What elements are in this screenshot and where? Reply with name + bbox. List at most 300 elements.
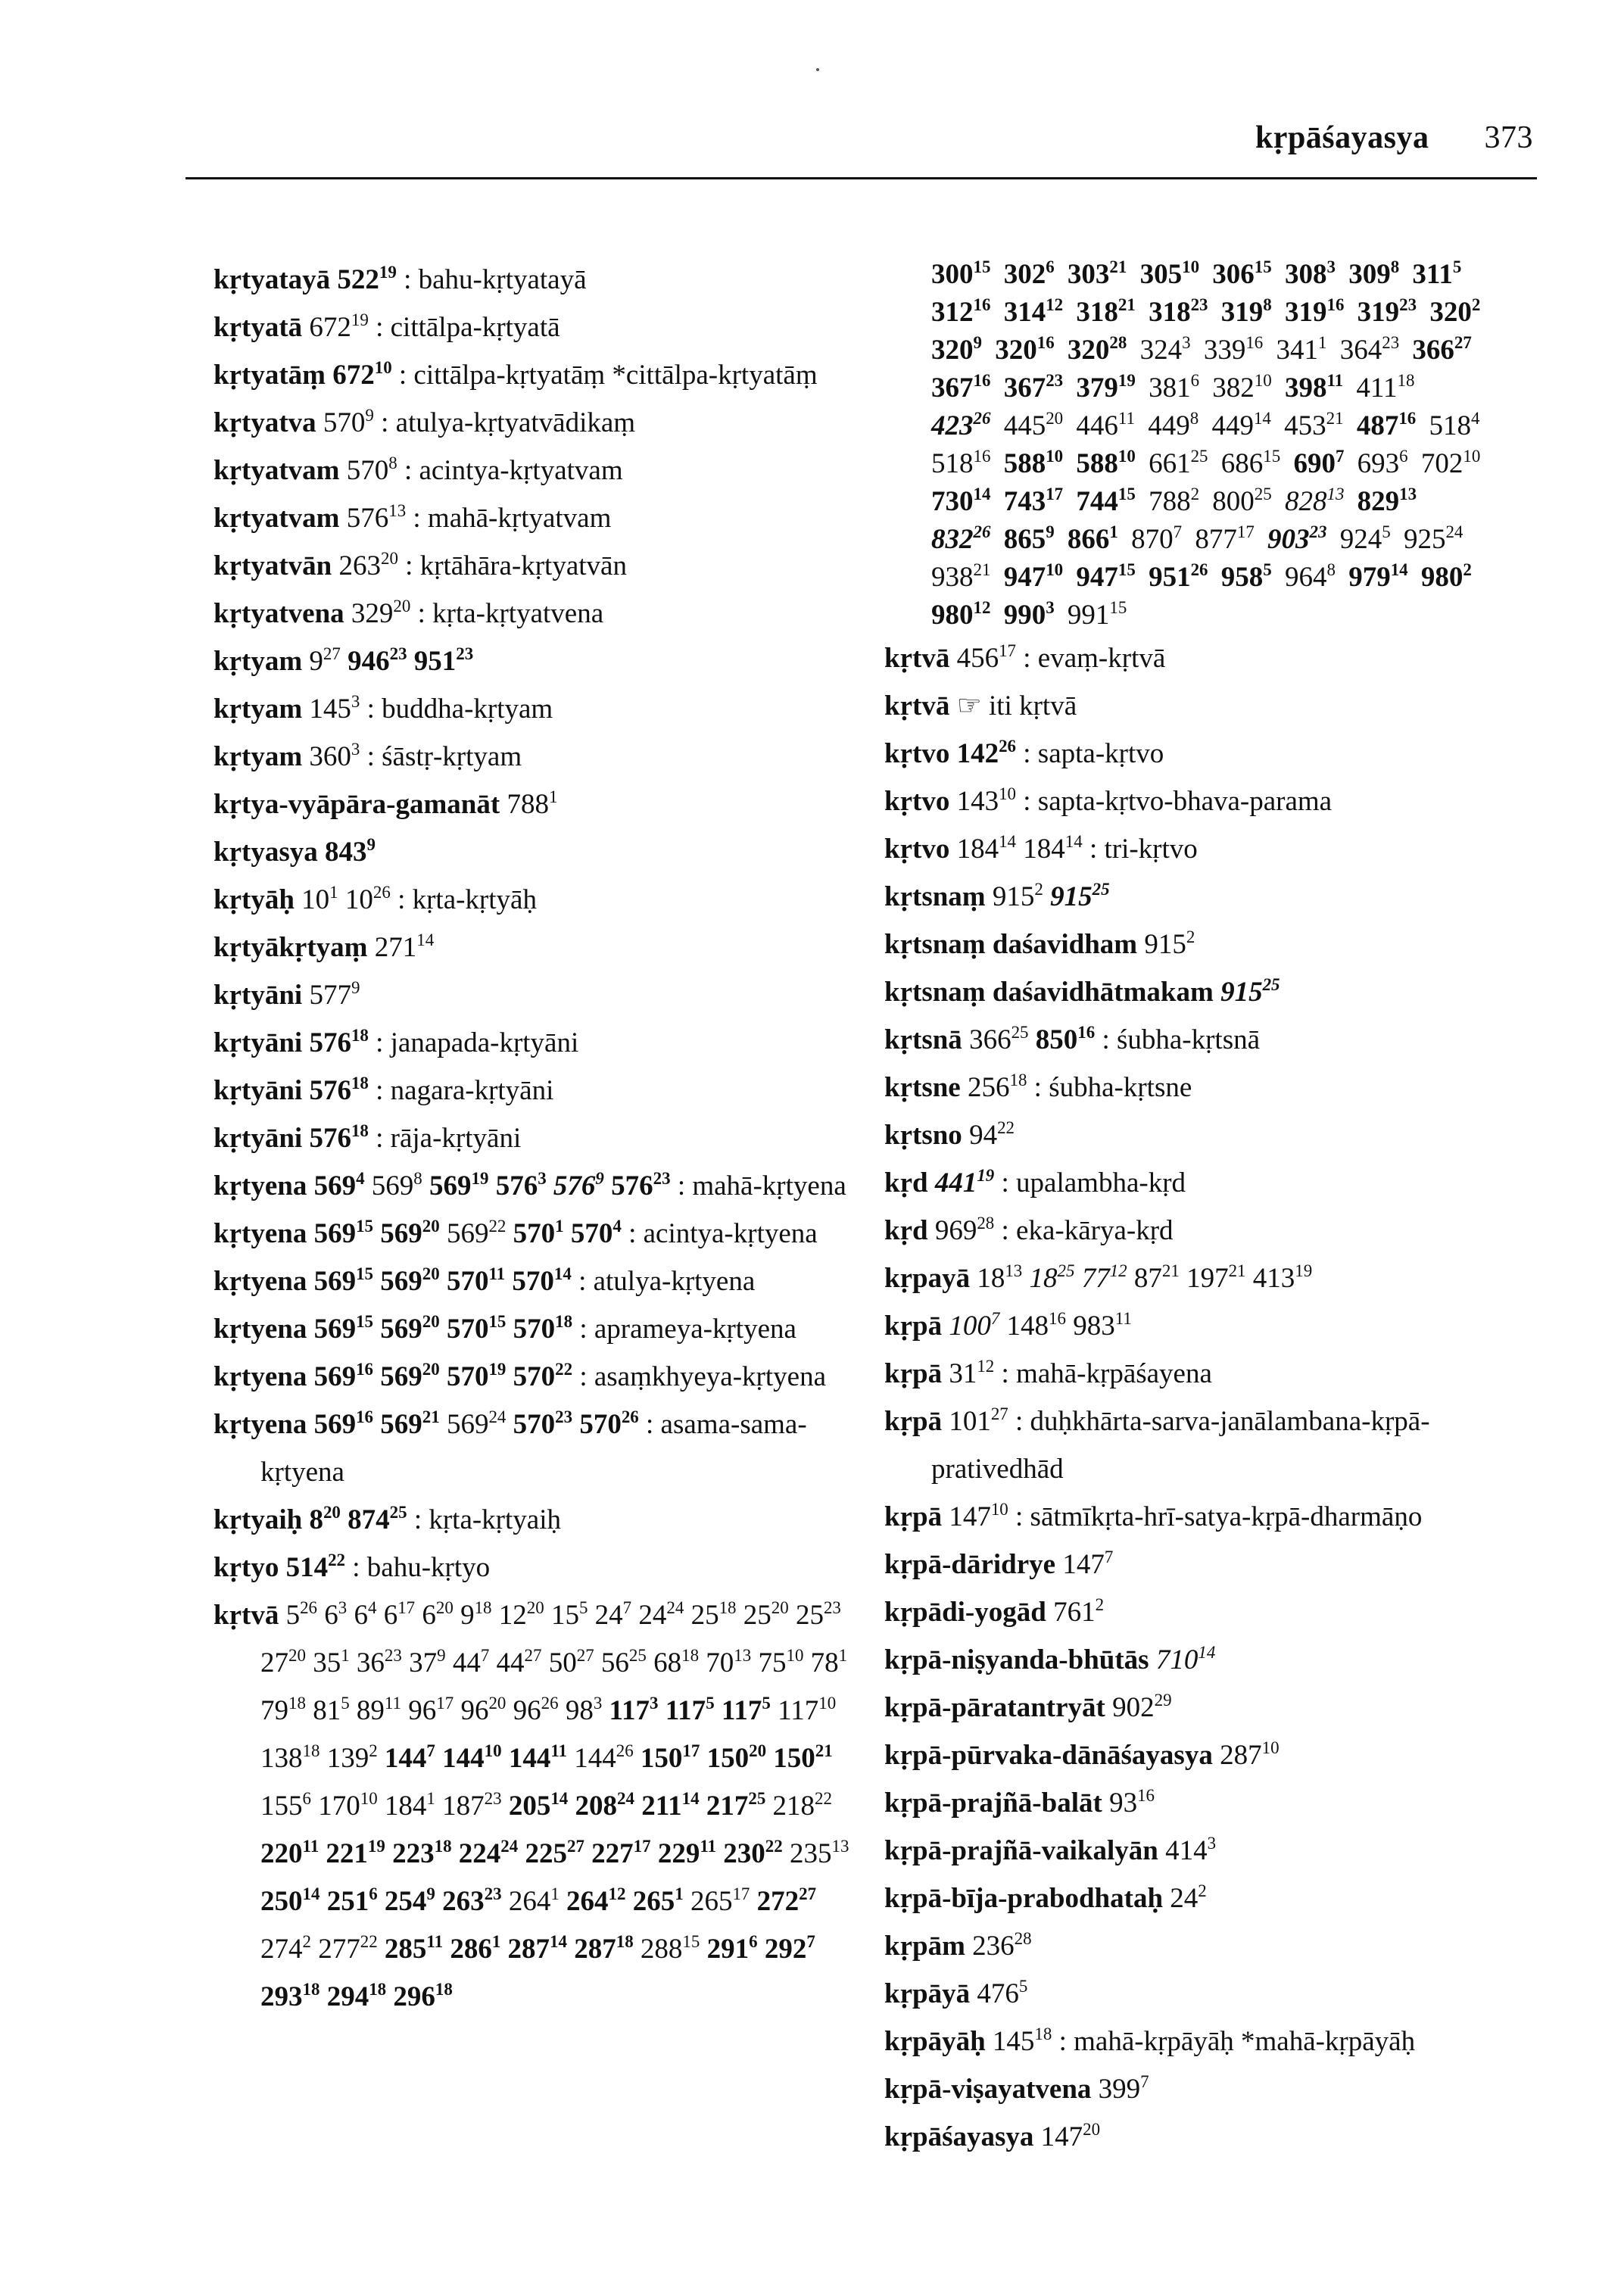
page-number-ref: 570 bbox=[570, 1218, 613, 1249]
page-reference bbox=[1220, 974, 1280, 1008]
line-number-ref: 3 bbox=[1207, 1833, 1217, 1853]
page-number-ref: 990 bbox=[1003, 600, 1046, 631]
line-number-ref: 11 bbox=[1326, 370, 1344, 390]
continuation-references bbox=[884, 256, 1535, 634]
line-number-ref: 25 bbox=[748, 1788, 766, 1808]
page-number-ref: 312 bbox=[931, 297, 974, 328]
page-number-ref: 915 bbox=[1220, 977, 1263, 1008]
page-number-ref: 150 bbox=[773, 1743, 815, 1774]
page-number-ref: 874 bbox=[348, 1504, 390, 1535]
line-number-ref: 20 bbox=[1046, 408, 1064, 428]
page-reference bbox=[260, 1788, 311, 1822]
page-reference bbox=[1276, 332, 1327, 366]
line-number-ref: 25 bbox=[389, 1502, 407, 1522]
entry-headword: kṛtya-vyāpāra-gamanāt bbox=[214, 789, 500, 820]
page-reference bbox=[1211, 410, 1270, 441]
page-number-ref: 291 bbox=[706, 1934, 750, 1965]
page-number-ref: 68 bbox=[653, 1647, 682, 1678]
page-number-ref: 686 bbox=[1220, 448, 1264, 479]
page-reference bbox=[1221, 448, 1280, 479]
page-number-ref: 117 bbox=[609, 1695, 650, 1726]
page-reference bbox=[375, 932, 434, 963]
page-number-ref: 947 bbox=[1003, 562, 1046, 593]
line-number-ref: 5 bbox=[1018, 1976, 1028, 1996]
line-number-ref: 8 bbox=[1189, 408, 1199, 428]
line-number-ref: 21 bbox=[1117, 295, 1136, 314]
page-reference bbox=[1357, 410, 1416, 441]
line-number-ref: 26 bbox=[973, 408, 991, 428]
page-number-ref: 286 bbox=[450, 1934, 492, 1965]
line-number-ref: 26 bbox=[999, 736, 1017, 756]
line-number-ref: 7 bbox=[480, 1645, 490, 1665]
page-number-ref: 265 bbox=[632, 1886, 675, 1917]
page-reference bbox=[409, 1647, 445, 1678]
line-number-ref: 9 bbox=[366, 834, 376, 854]
entry-gloss: : asaṃkhyeya-kṛtyena bbox=[579, 1361, 826, 1392]
index-entry bbox=[884, 1970, 1535, 2018]
page-number-ref: 205 bbox=[508, 1791, 551, 1822]
page-reference bbox=[314, 1170, 365, 1202]
page-number-ref: 569 bbox=[380, 1361, 422, 1392]
entry-headword: kṛtyatvam bbox=[214, 455, 340, 486]
line-number-ref: 1 bbox=[329, 882, 338, 902]
entry-gloss: : janapada-kṛtyāni bbox=[376, 1027, 579, 1058]
left-column bbox=[214, 256, 865, 2021]
page-reference bbox=[460, 1597, 492, 1631]
line-number-ref: 19 bbox=[1117, 370, 1136, 390]
reference-line bbox=[931, 445, 1535, 483]
page-number-ref: 320 bbox=[1067, 335, 1110, 366]
page-number-ref: 144 bbox=[442, 1743, 485, 1774]
line-number-ref: 8 bbox=[1263, 295, 1272, 314]
page-reference bbox=[372, 1170, 422, 1202]
page-reference bbox=[260, 1981, 320, 2012]
page-reference bbox=[285, 1597, 318, 1631]
line-number-ref: 16 bbox=[1398, 408, 1417, 428]
line-number-ref: 28 bbox=[1109, 332, 1127, 352]
index-entry bbox=[214, 1019, 865, 1067]
line-number-ref: 19 bbox=[977, 1165, 995, 1185]
index-entry bbox=[884, 1875, 1535, 1922]
line-number-ref: 24 bbox=[617, 1788, 634, 1808]
page-number-ref: 9 bbox=[460, 1600, 475, 1631]
line-number-ref: 25 bbox=[628, 1645, 647, 1665]
page-reference bbox=[513, 1311, 573, 1345]
page-reference bbox=[1340, 524, 1391, 555]
index-entry bbox=[214, 399, 865, 447]
page-number-ref: 263 bbox=[442, 1886, 485, 1917]
line-number-ref: 11 bbox=[302, 1836, 320, 1856]
line-number-ref: 3 bbox=[338, 1597, 348, 1617]
page-number-ref: 70 bbox=[706, 1647, 734, 1678]
page-reference bbox=[380, 1266, 439, 1297]
index-entry bbox=[214, 1305, 865, 1353]
index-entry bbox=[884, 1016, 1535, 1064]
line-number-ref: 14 bbox=[681, 1788, 700, 1808]
page-number-ref: 569 bbox=[313, 1170, 357, 1202]
line-number-ref: 20 bbox=[435, 1597, 454, 1617]
page-number-ref: 6 bbox=[383, 1600, 398, 1631]
line-number-ref: 18 bbox=[474, 1597, 492, 1617]
entry-gloss: : kṛta-kṛtyaiḥ bbox=[413, 1504, 561, 1535]
page-number-ref: 938 bbox=[931, 562, 974, 593]
page-number-ref: 570 bbox=[446, 1361, 489, 1392]
line-number-ref: 18 bbox=[302, 1741, 320, 1760]
entry-headword: kṛtyasya bbox=[214, 837, 318, 868]
entry-gloss: : bahu-kṛtyo bbox=[352, 1552, 491, 1583]
page-reference bbox=[969, 1117, 1015, 1151]
page-number-ref: 570 bbox=[446, 1314, 489, 1345]
entry-headword: kṛpā bbox=[884, 1311, 943, 1342]
page-number-ref: 318 bbox=[1076, 297, 1118, 328]
entry-headword: kṛpāyāḥ bbox=[884, 2026, 986, 2057]
page-reference bbox=[579, 1409, 638, 1440]
page-reference bbox=[758, 1647, 803, 1678]
line-number-ref: 25 bbox=[1092, 879, 1110, 899]
page-reference bbox=[442, 1743, 501, 1774]
page-reference bbox=[574, 1931, 634, 1965]
page-reference bbox=[957, 643, 1016, 674]
page-reference bbox=[260, 1838, 319, 1869]
page-number-ref: 576 bbox=[553, 1170, 596, 1202]
line-number-ref: 21 bbox=[422, 1407, 440, 1426]
page-reference bbox=[601, 1647, 647, 1678]
line-number-ref: 23 bbox=[1382, 332, 1400, 352]
line-number-ref: 20 bbox=[380, 548, 398, 568]
page-reference bbox=[1109, 1785, 1155, 1819]
line-number-ref: 7 bbox=[1335, 446, 1345, 466]
page-reference bbox=[326, 1838, 385, 1869]
page-number-ref: 27 bbox=[260, 1647, 288, 1678]
page-reference bbox=[313, 1647, 349, 1678]
page-reference bbox=[1284, 559, 1336, 593]
line-number-ref: 3 bbox=[1046, 597, 1055, 617]
line-number-ref: 7 bbox=[426, 1741, 435, 1760]
page-number-ref: 865 bbox=[1003, 524, 1046, 555]
page-reference bbox=[429, 1170, 488, 1202]
page-reference bbox=[393, 1981, 452, 2012]
page-reference bbox=[384, 1931, 444, 1965]
page-reference bbox=[1003, 597, 1055, 631]
page-reference bbox=[1006, 1308, 1066, 1342]
page-number-ref: 969 bbox=[934, 1215, 977, 1246]
line-number-ref: 1 bbox=[341, 1645, 350, 1665]
entry-headword: kṛtyāni bbox=[214, 1123, 303, 1154]
line-number-ref: 13 bbox=[388, 500, 407, 520]
line-number-ref: 22 bbox=[997, 1117, 1015, 1137]
page-reference bbox=[553, 1170, 604, 1202]
page-number-ref: 983 bbox=[1073, 1311, 1115, 1342]
page-number-ref: 93 bbox=[1109, 1788, 1138, 1819]
page-number-ref: 155 bbox=[260, 1791, 303, 1822]
entry-headword: kṛpā-viṣayatvena bbox=[884, 2074, 1092, 2105]
line-number-ref: 4 bbox=[356, 1168, 365, 1188]
page-reference bbox=[260, 1695, 306, 1726]
page-reference bbox=[1285, 486, 1344, 517]
page-reference bbox=[1348, 259, 1399, 290]
line-number-ref: 15 bbox=[356, 1264, 374, 1283]
line-number-ref: 13 bbox=[1005, 1261, 1023, 1280]
line-number-ref: 6 bbox=[302, 1788, 311, 1808]
page-number-ref: 10 bbox=[344, 884, 373, 915]
page-number-ref: 184 bbox=[956, 834, 999, 865]
page-reference bbox=[327, 1886, 378, 1917]
line-number-ref: 2 bbox=[369, 1741, 378, 1760]
entry-gloss: : cittālpa-kṛtyatāṃ *cittālpa-kṛtyatāṃ bbox=[398, 360, 818, 391]
line-number-ref: 9 bbox=[437, 1645, 446, 1665]
line-number-ref: 4 bbox=[613, 1216, 622, 1236]
page-reference bbox=[641, 1743, 700, 1774]
line-number-ref: 22 bbox=[360, 1931, 378, 1951]
page-reference bbox=[460, 1695, 506, 1726]
line-number-ref: 1 bbox=[548, 787, 558, 806]
entry-headword: kṛtvo bbox=[884, 738, 950, 769]
line-number-ref: 12 bbox=[977, 1356, 995, 1376]
running-head: kṛpāśayasya bbox=[1255, 120, 1429, 155]
entry-headword: kṛtsnā bbox=[884, 1024, 962, 1055]
page-reference bbox=[309, 1027, 368, 1058]
line-number-ref: 11 bbox=[384, 1693, 401, 1713]
page-number-ref: 138 bbox=[260, 1743, 303, 1774]
index-entry bbox=[214, 256, 865, 304]
entry-headword: kṛpā-bīja-prabodhataḥ bbox=[884, 1883, 1164, 1914]
page-reference bbox=[508, 1788, 569, 1822]
page-number-ref: 411 bbox=[1356, 372, 1398, 404]
page-reference bbox=[1004, 524, 1055, 555]
line-number-ref: 18 bbox=[435, 1979, 453, 1999]
line-number-ref: 17 bbox=[732, 1884, 750, 1903]
entry-gloss: : tri-kṛtvo bbox=[1089, 834, 1198, 865]
line-number-ref: 10 bbox=[990, 1499, 1008, 1519]
line-number-ref: 9 bbox=[426, 1884, 435, 1903]
page-reference bbox=[513, 1218, 564, 1249]
page-number-ref: 991 bbox=[1067, 600, 1110, 631]
entry-headword: kṛtyena bbox=[214, 1218, 307, 1249]
page-number-ref: 150 bbox=[706, 1743, 750, 1774]
page-number-ref: 453 bbox=[1284, 410, 1326, 441]
line-number-ref: 2 bbox=[1186, 927, 1195, 946]
page-number-ref: 6 bbox=[324, 1600, 338, 1631]
page-number-ref: 117 bbox=[721, 1695, 762, 1726]
line-number-ref: 10 bbox=[786, 1645, 804, 1665]
line-number-ref: 12 bbox=[608, 1884, 626, 1903]
line-number-ref: 20 bbox=[323, 1502, 341, 1522]
index-entry bbox=[214, 1544, 865, 1591]
reference-line bbox=[931, 597, 1535, 634]
page-number-ref: 50 bbox=[548, 1647, 577, 1678]
page-reference bbox=[931, 448, 990, 479]
page-reference bbox=[1140, 259, 1199, 290]
line-number-ref: 3 bbox=[538, 1168, 547, 1188]
page-number-ref: 569 bbox=[371, 1170, 414, 1202]
line-number-ref: 20 bbox=[488, 1693, 507, 1713]
page-reference bbox=[385, 1886, 435, 1917]
line-number-ref: 14 bbox=[416, 930, 435, 949]
reference-line bbox=[931, 407, 1535, 445]
page-reference bbox=[1357, 486, 1417, 517]
page-reference bbox=[337, 264, 396, 295]
page-number-ref: 487 bbox=[1356, 410, 1399, 441]
page-number-ref: 925 bbox=[1403, 524, 1446, 555]
page-number-ref: 569 bbox=[446, 1218, 489, 1249]
line-number-ref: 18 bbox=[555, 1311, 573, 1331]
line-number-ref: 21 bbox=[1109, 257, 1127, 276]
page-number-ref: 367 bbox=[931, 372, 974, 404]
page-number-ref: 292 bbox=[764, 1934, 807, 1965]
page-reference bbox=[318, 1931, 378, 1965]
entry-headword: kṛtyāni bbox=[214, 980, 303, 1011]
entry-headword: kṛpā-pāratantryāt bbox=[884, 1692, 1105, 1723]
line-number-ref: 17 bbox=[397, 1597, 416, 1617]
page-number-ref: 303 bbox=[1067, 259, 1110, 290]
line-number-ref: 2 bbox=[1463, 559, 1472, 579]
page-reference bbox=[1004, 448, 1063, 479]
page-reference bbox=[931, 559, 991, 593]
page-number-ref: 569 bbox=[313, 1218, 357, 1249]
page-number-ref: 518 bbox=[931, 448, 974, 479]
index-entry bbox=[884, 1111, 1535, 1159]
entry-gloss: : nagara-kṛtyāni bbox=[376, 1075, 554, 1106]
page-number-ref: 576 bbox=[309, 1027, 351, 1058]
entry-gloss: : upalambha-kṛd bbox=[1001, 1167, 1186, 1198]
entry-headword: kṛtyena bbox=[214, 1314, 307, 1345]
page-reference bbox=[633, 1886, 684, 1917]
page-reference bbox=[1068, 259, 1127, 290]
page-reference bbox=[653, 1647, 699, 1678]
page-reference bbox=[594, 1597, 632, 1631]
page-number-ref: 946 bbox=[348, 646, 390, 677]
index-entry bbox=[884, 873, 1535, 921]
page-number-ref: 915 bbox=[1050, 881, 1093, 912]
page-reference bbox=[301, 884, 338, 915]
page-reference bbox=[357, 1695, 401, 1726]
page-number-ref: 569 bbox=[313, 1361, 357, 1392]
entry-headword: kṛtyatā bbox=[214, 312, 303, 343]
page-number-ref: 577 bbox=[309, 980, 351, 1011]
line-number-ref: 8 bbox=[1390, 257, 1400, 276]
line-number-ref: 10 bbox=[360, 1788, 378, 1808]
line-number-ref: 10 bbox=[1182, 257, 1200, 276]
line-number-ref: 12 bbox=[973, 597, 991, 617]
line-number-ref: 21 bbox=[1326, 408, 1344, 428]
page-number-ref: 569 bbox=[380, 1266, 422, 1297]
page-reference bbox=[969, 1024, 1028, 1055]
line-number-ref: 16 bbox=[1326, 295, 1345, 314]
page-number-ref: 5 bbox=[285, 1600, 301, 1631]
page-number-ref: 287 bbox=[507, 1934, 550, 1965]
line-number-ref: 16 bbox=[1036, 332, 1055, 352]
page-reference bbox=[260, 1931, 311, 1965]
line-number-ref: 23 bbox=[1046, 370, 1064, 390]
page-number-ref: 569 bbox=[313, 1266, 357, 1297]
page-number-ref: 730 bbox=[931, 486, 974, 517]
page-number-ref: 382 bbox=[1212, 372, 1255, 404]
page-reference bbox=[591, 1838, 650, 1869]
page-reference bbox=[309, 1075, 368, 1106]
entry-gloss: : kṛta-kṛtyāḥ bbox=[397, 884, 537, 915]
page-number-ref: 18 bbox=[977, 1263, 1005, 1294]
line-number-ref: 27 bbox=[799, 1884, 817, 1903]
page-number-ref: 309 bbox=[1348, 259, 1391, 290]
line-number-ref: 23 bbox=[1190, 295, 1208, 314]
index-entry bbox=[884, 1541, 1535, 1588]
page-number-ref: 274 bbox=[260, 1934, 303, 1965]
line-number-ref: 25 bbox=[1057, 1261, 1075, 1280]
index-entry bbox=[884, 1588, 1535, 1636]
entry-headword: kṛpā-niṣyanda-bhūtās bbox=[884, 1644, 1149, 1675]
page-reference bbox=[442, 1886, 501, 1917]
page-reference bbox=[1404, 524, 1463, 555]
page-number-ref: 142 bbox=[956, 738, 999, 769]
index-entry bbox=[884, 1731, 1535, 1779]
page-reference bbox=[549, 1647, 594, 1678]
page-number-ref: 449 bbox=[1148, 410, 1190, 441]
line-number-ref: 1 bbox=[491, 1931, 501, 1951]
page-number-ref: 36 bbox=[356, 1647, 385, 1678]
page-reference bbox=[772, 1788, 832, 1822]
page-number-ref: 208 bbox=[575, 1791, 617, 1822]
line-number-ref: 26 bbox=[616, 1741, 634, 1760]
page-number-ref: 78 bbox=[810, 1647, 839, 1678]
page-number-ref: 379 bbox=[1076, 372, 1118, 404]
index-entry bbox=[214, 304, 865, 351]
page-reference bbox=[773, 1743, 832, 1774]
page-reference bbox=[956, 831, 1017, 865]
reference-line bbox=[931, 559, 1535, 597]
page-number-ref: 12 bbox=[498, 1600, 527, 1631]
line-number-ref: 20 bbox=[288, 1645, 306, 1665]
page-reference bbox=[314, 1361, 373, 1392]
page-number-ref: 287 bbox=[1220, 1740, 1262, 1771]
stray-mark bbox=[816, 68, 819, 71]
entry-headword: kṛtyatvam bbox=[214, 503, 340, 534]
page-number-ref: 24 bbox=[638, 1600, 667, 1631]
line-number-ref: 22 bbox=[328, 1550, 346, 1569]
entry-headword: kṛtyena bbox=[214, 1409, 307, 1440]
page-reference bbox=[446, 1311, 507, 1345]
page-reference bbox=[1004, 372, 1063, 404]
page-number-ref: 980 bbox=[931, 600, 974, 631]
entry-headword: kṛpā-prajñā-vaikalyān bbox=[884, 1835, 1158, 1866]
line-number-ref: 15 bbox=[1117, 559, 1136, 579]
entry-headword: kṛtvā bbox=[214, 1600, 279, 1631]
page-number-ref: 277 bbox=[318, 1934, 360, 1965]
entry-headword: kṛtsnaṃ daśavidham bbox=[884, 929, 1138, 960]
page-reference bbox=[1165, 1835, 1216, 1866]
page-reference bbox=[795, 1597, 841, 1631]
entry-gloss: ☞ iti kṛtvā bbox=[956, 690, 1077, 722]
entry-headword: kṛtyatvena bbox=[214, 598, 344, 629]
index-entry bbox=[214, 685, 865, 733]
page-reference bbox=[392, 1838, 451, 1869]
line-number-ref: 24 bbox=[500, 1836, 519, 1856]
page-reference bbox=[1076, 448, 1135, 479]
line-number-ref: 21 bbox=[1161, 1261, 1180, 1280]
page-number-ref: 320 bbox=[931, 335, 974, 366]
page-number-ref: 366 bbox=[1412, 335, 1454, 366]
page-reference bbox=[993, 881, 1043, 912]
page-number-ref: 570 bbox=[513, 1409, 556, 1440]
page-number-ref: 947 bbox=[1076, 562, 1118, 593]
page-number-ref: 230 bbox=[723, 1838, 765, 1869]
page-number-ref: 147 bbox=[1040, 2121, 1083, 2152]
index-entry bbox=[884, 778, 1535, 825]
page-number-ref: 96 bbox=[460, 1695, 489, 1726]
page-reference bbox=[707, 1743, 766, 1774]
page-reference bbox=[566, 1695, 602, 1726]
entry-headword: kṛpā bbox=[884, 1406, 943, 1437]
page-reference bbox=[1144, 929, 1195, 960]
